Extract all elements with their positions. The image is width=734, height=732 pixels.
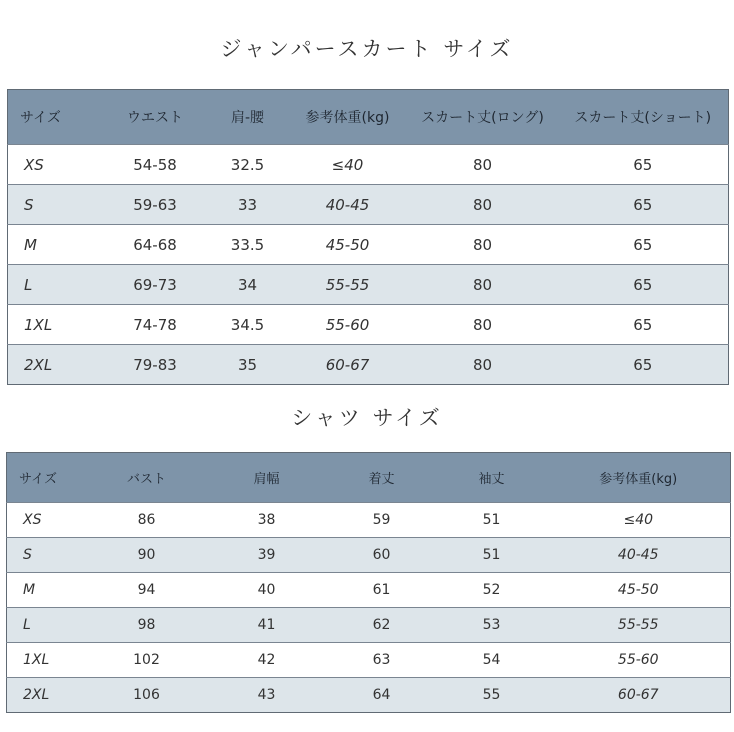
cell-size: XS xyxy=(8,145,103,185)
shirt-size-table xyxy=(6,452,731,713)
cell-size: S xyxy=(8,185,103,225)
cell-shoulder-waist: 35 xyxy=(208,345,288,385)
cell-skirt-long: 80 xyxy=(408,265,558,305)
cell-sleeve: 54 xyxy=(437,643,547,678)
table-row xyxy=(8,305,729,345)
header-sleeve: 袖丈 xyxy=(437,453,547,503)
table-row xyxy=(7,573,731,608)
cell-weight: 60-67 xyxy=(288,345,408,385)
header-size: サイズ xyxy=(7,453,87,503)
cell-size: 2XL xyxy=(8,345,103,385)
cell-skirt-long: 80 xyxy=(408,345,558,385)
cell-bust: 98 xyxy=(87,608,207,643)
cell-waist: 69-73 xyxy=(103,265,208,305)
cell-shoulder-waist: 34.5 xyxy=(208,305,288,345)
cell-shoulder-width: 42 xyxy=(207,643,327,678)
header-skirt-long: スカート丈(ロング) xyxy=(408,90,558,145)
cell-size: XS xyxy=(7,503,87,538)
header-weight: 参考体重(kg) xyxy=(288,90,408,145)
cell-size: M xyxy=(7,573,87,608)
cell-skirt-long: 80 xyxy=(408,305,558,345)
skirt-size-title: ジャンパースカート サイズ xyxy=(220,37,514,61)
cell-bust: 102 xyxy=(87,643,207,678)
header-bust: バスト xyxy=(87,453,207,503)
table-row xyxy=(8,225,729,265)
header-weight: 参考体重(kg) xyxy=(547,453,731,503)
header-shoulder-width: 肩幅 xyxy=(207,453,327,503)
header-waist: ウエスト xyxy=(103,90,208,145)
cell-waist: 59-63 xyxy=(103,185,208,225)
cell-length: 61 xyxy=(327,573,437,608)
cell-waist: 54-58 xyxy=(103,145,208,185)
cell-waist: 64-68 xyxy=(103,225,208,265)
header-shoulder-waist: 肩-腰 xyxy=(208,90,288,145)
cell-sleeve: 55 xyxy=(437,678,547,713)
table-row xyxy=(8,145,729,185)
cell-skirt-short: 65 xyxy=(558,185,729,225)
cell-length: 64 xyxy=(327,678,437,713)
cell-weight: 55-55 xyxy=(288,265,408,305)
cell-weight: 45-50 xyxy=(547,573,731,608)
table-row xyxy=(8,185,729,225)
cell-shoulder-width: 38 xyxy=(207,503,327,538)
cell-weight: 55-60 xyxy=(288,305,408,345)
cell-shoulder-width: 43 xyxy=(207,678,327,713)
cell-weight: 40-45 xyxy=(547,538,731,573)
table-row xyxy=(7,678,731,713)
shirt-size-title: シャツ サイズ xyxy=(291,406,443,430)
table-header-row xyxy=(7,453,731,503)
cell-skirt-short: 65 xyxy=(558,225,729,265)
cell-skirt-long: 80 xyxy=(408,225,558,265)
cell-shoulder-waist: 33 xyxy=(208,185,288,225)
table-row xyxy=(7,608,731,643)
cell-weight: ≤40 xyxy=(547,503,731,538)
cell-skirt-short: 65 xyxy=(558,345,729,385)
cell-size: S xyxy=(7,538,87,573)
header-size: サイズ xyxy=(8,90,103,145)
cell-sleeve: 51 xyxy=(437,538,547,573)
table-row xyxy=(7,503,731,538)
cell-shoulder-width: 40 xyxy=(207,573,327,608)
table-row xyxy=(8,265,729,305)
cell-size: 1XL xyxy=(8,305,103,345)
cell-size: L xyxy=(8,265,103,305)
cell-sleeve: 53 xyxy=(437,608,547,643)
cell-waist: 79-83 xyxy=(103,345,208,385)
cell-skirt-short: 65 xyxy=(558,265,729,305)
cell-length: 60 xyxy=(327,538,437,573)
cell-length: 59 xyxy=(327,503,437,538)
cell-length: 62 xyxy=(327,608,437,643)
cell-skirt-long: 80 xyxy=(408,185,558,225)
cell-shoulder-waist: 34 xyxy=(208,265,288,305)
cell-weight: 55-60 xyxy=(547,643,731,678)
cell-size: M xyxy=(8,225,103,265)
table-row xyxy=(8,345,729,385)
cell-sleeve: 51 xyxy=(437,503,547,538)
cell-skirt-long: 80 xyxy=(408,145,558,185)
header-skirt-short: スカート丈(ショート) xyxy=(558,90,729,145)
cell-size: L xyxy=(7,608,87,643)
cell-bust: 86 xyxy=(87,503,207,538)
cell-bust: 106 xyxy=(87,678,207,713)
cell-weight: 60-67 xyxy=(547,678,731,713)
header-length: 着丈 xyxy=(327,453,437,503)
cell-shoulder-waist: 33.5 xyxy=(208,225,288,265)
cell-weight: ≤40 xyxy=(288,145,408,185)
cell-weight: 55-55 xyxy=(547,608,731,643)
cell-size: 2XL xyxy=(7,678,87,713)
cell-waist: 74-78 xyxy=(103,305,208,345)
cell-bust: 90 xyxy=(87,538,207,573)
cell-weight: 40-45 xyxy=(288,185,408,225)
table-row xyxy=(7,643,731,678)
table-header-row xyxy=(8,90,729,145)
cell-sleeve: 52 xyxy=(437,573,547,608)
table-row xyxy=(7,538,731,573)
cell-shoulder-waist: 32.5 xyxy=(208,145,288,185)
cell-shoulder-width: 39 xyxy=(207,538,327,573)
cell-weight: 45-50 xyxy=(288,225,408,265)
skirt-size-table xyxy=(7,89,729,385)
cell-skirt-short: 65 xyxy=(558,305,729,345)
cell-bust: 94 xyxy=(87,573,207,608)
cell-skirt-short: 65 xyxy=(558,145,729,185)
cell-shoulder-width: 41 xyxy=(207,608,327,643)
cell-length: 63 xyxy=(327,643,437,678)
cell-size: 1XL xyxy=(7,643,87,678)
